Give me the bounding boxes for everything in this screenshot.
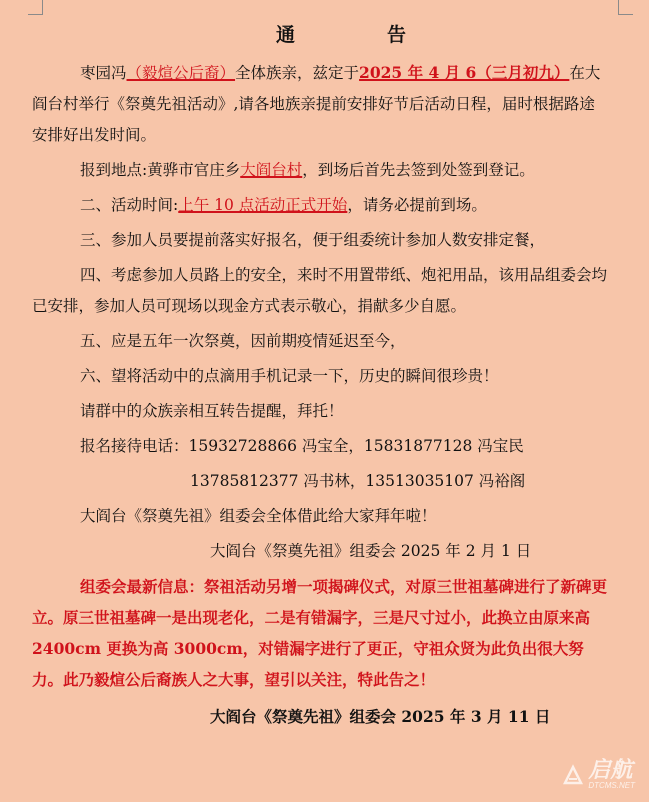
time-value: 上午 10 点活动正式开始 — [178, 196, 348, 214]
paragraph-safety — [32, 260, 610, 322]
time-text: ，请务必提前到场。 — [347, 196, 487, 214]
intro-text-2: 全体族亲，兹定于 — [235, 64, 360, 82]
page-corner-mark-left — [28, 0, 43, 15]
phone-line-1: 报名接待电话：15932728866 冯宝全，15831877128 冯宝民 — [80, 437, 524, 455]
paragraph-location — [80, 155, 610, 186]
watermark-subtext: DTCMS.NET — [588, 781, 635, 790]
greeting-line: 大阎台《祭奠先祖》组委会全体借此给大家拜年啦！ — [80, 507, 437, 525]
intro-text-3: 在大阎台村举行《祭奠先祖活动》,请各地族亲提前安排好节后活动日程，届时根据路途安排好出发时间。 — [32, 64, 601, 144]
phone-line-2: 13785812377 冯书林，13513035107 冯裕阁 — [190, 472, 526, 490]
update-notice — [32, 571, 610, 695]
paragraph-forward: 请群中的众族亲相互转告提醒，拜托！ — [80, 402, 344, 420]
page-corner-mark-right — [618, 0, 633, 15]
location-label: 报到地点:黄骅市官庄乡 — [80, 161, 241, 179]
location-text: ，到场后首先去签到处签到登记。 — [302, 161, 535, 179]
location-village: 大阎台村 — [240, 161, 303, 179]
paragraph-registration: 三、参加人员要提前落实好报名，便于组委统计参加人数安排定餐， — [80, 231, 546, 249]
event-date: 2025 年 4 月 6（三月初九） — [359, 63, 570, 82]
watermark-logo — [562, 759, 635, 790]
notice-title: 通 告 — [275, 24, 424, 46]
watermark-icon — [562, 764, 584, 786]
document-page — [32, 20, 610, 732]
signature-1: 大阎台《祭奠先祖》组委会 2025 年 2 月 1 日 — [210, 542, 532, 560]
time-label: 二、活动时间: — [80, 196, 179, 214]
safety-text: 四、考虑参加人员路上的安全，来时不用置带纸、炮祀用品，该用品组委会均已安排，参加人员可现场以现金方式表示敬心，捐献多少自愿。 — [32, 266, 608, 315]
paragraph-intro — [32, 57, 610, 151]
update-text: 组委会最新信息：祭祖活动另增一项揭碑仪式，对原三世祖墓碑进行了新碑更立。原三世祖墓碑一是出现老化，二是有错漏字，三是尺寸过小，此换立由原来高 2400cm 更换为高 3000cm，对错漏字进行了更正，守祖众贤为此负出很大努力。此乃毅煊公后裔族人之大事，望引以关注，特此告之！ — [32, 577, 608, 689]
paragraph-record: 六、望将活动中的点滴用手机记录一下，历史的瞬间很珍贵！ — [80, 367, 499, 385]
clan-name: （毅煊公后裔） — [126, 64, 236, 82]
paragraph-time — [80, 190, 610, 221]
paragraph-reason: 五、应是五年一次祭奠，因前期疫情延迟至今， — [80, 332, 406, 350]
signature-2: 大阎台《祭奠先祖》组委会 2025 年 3 月 11 日 — [210, 707, 551, 726]
intro-text-1: 枣园冯 — [80, 64, 127, 82]
watermark-text: 启航 — [588, 757, 633, 782]
